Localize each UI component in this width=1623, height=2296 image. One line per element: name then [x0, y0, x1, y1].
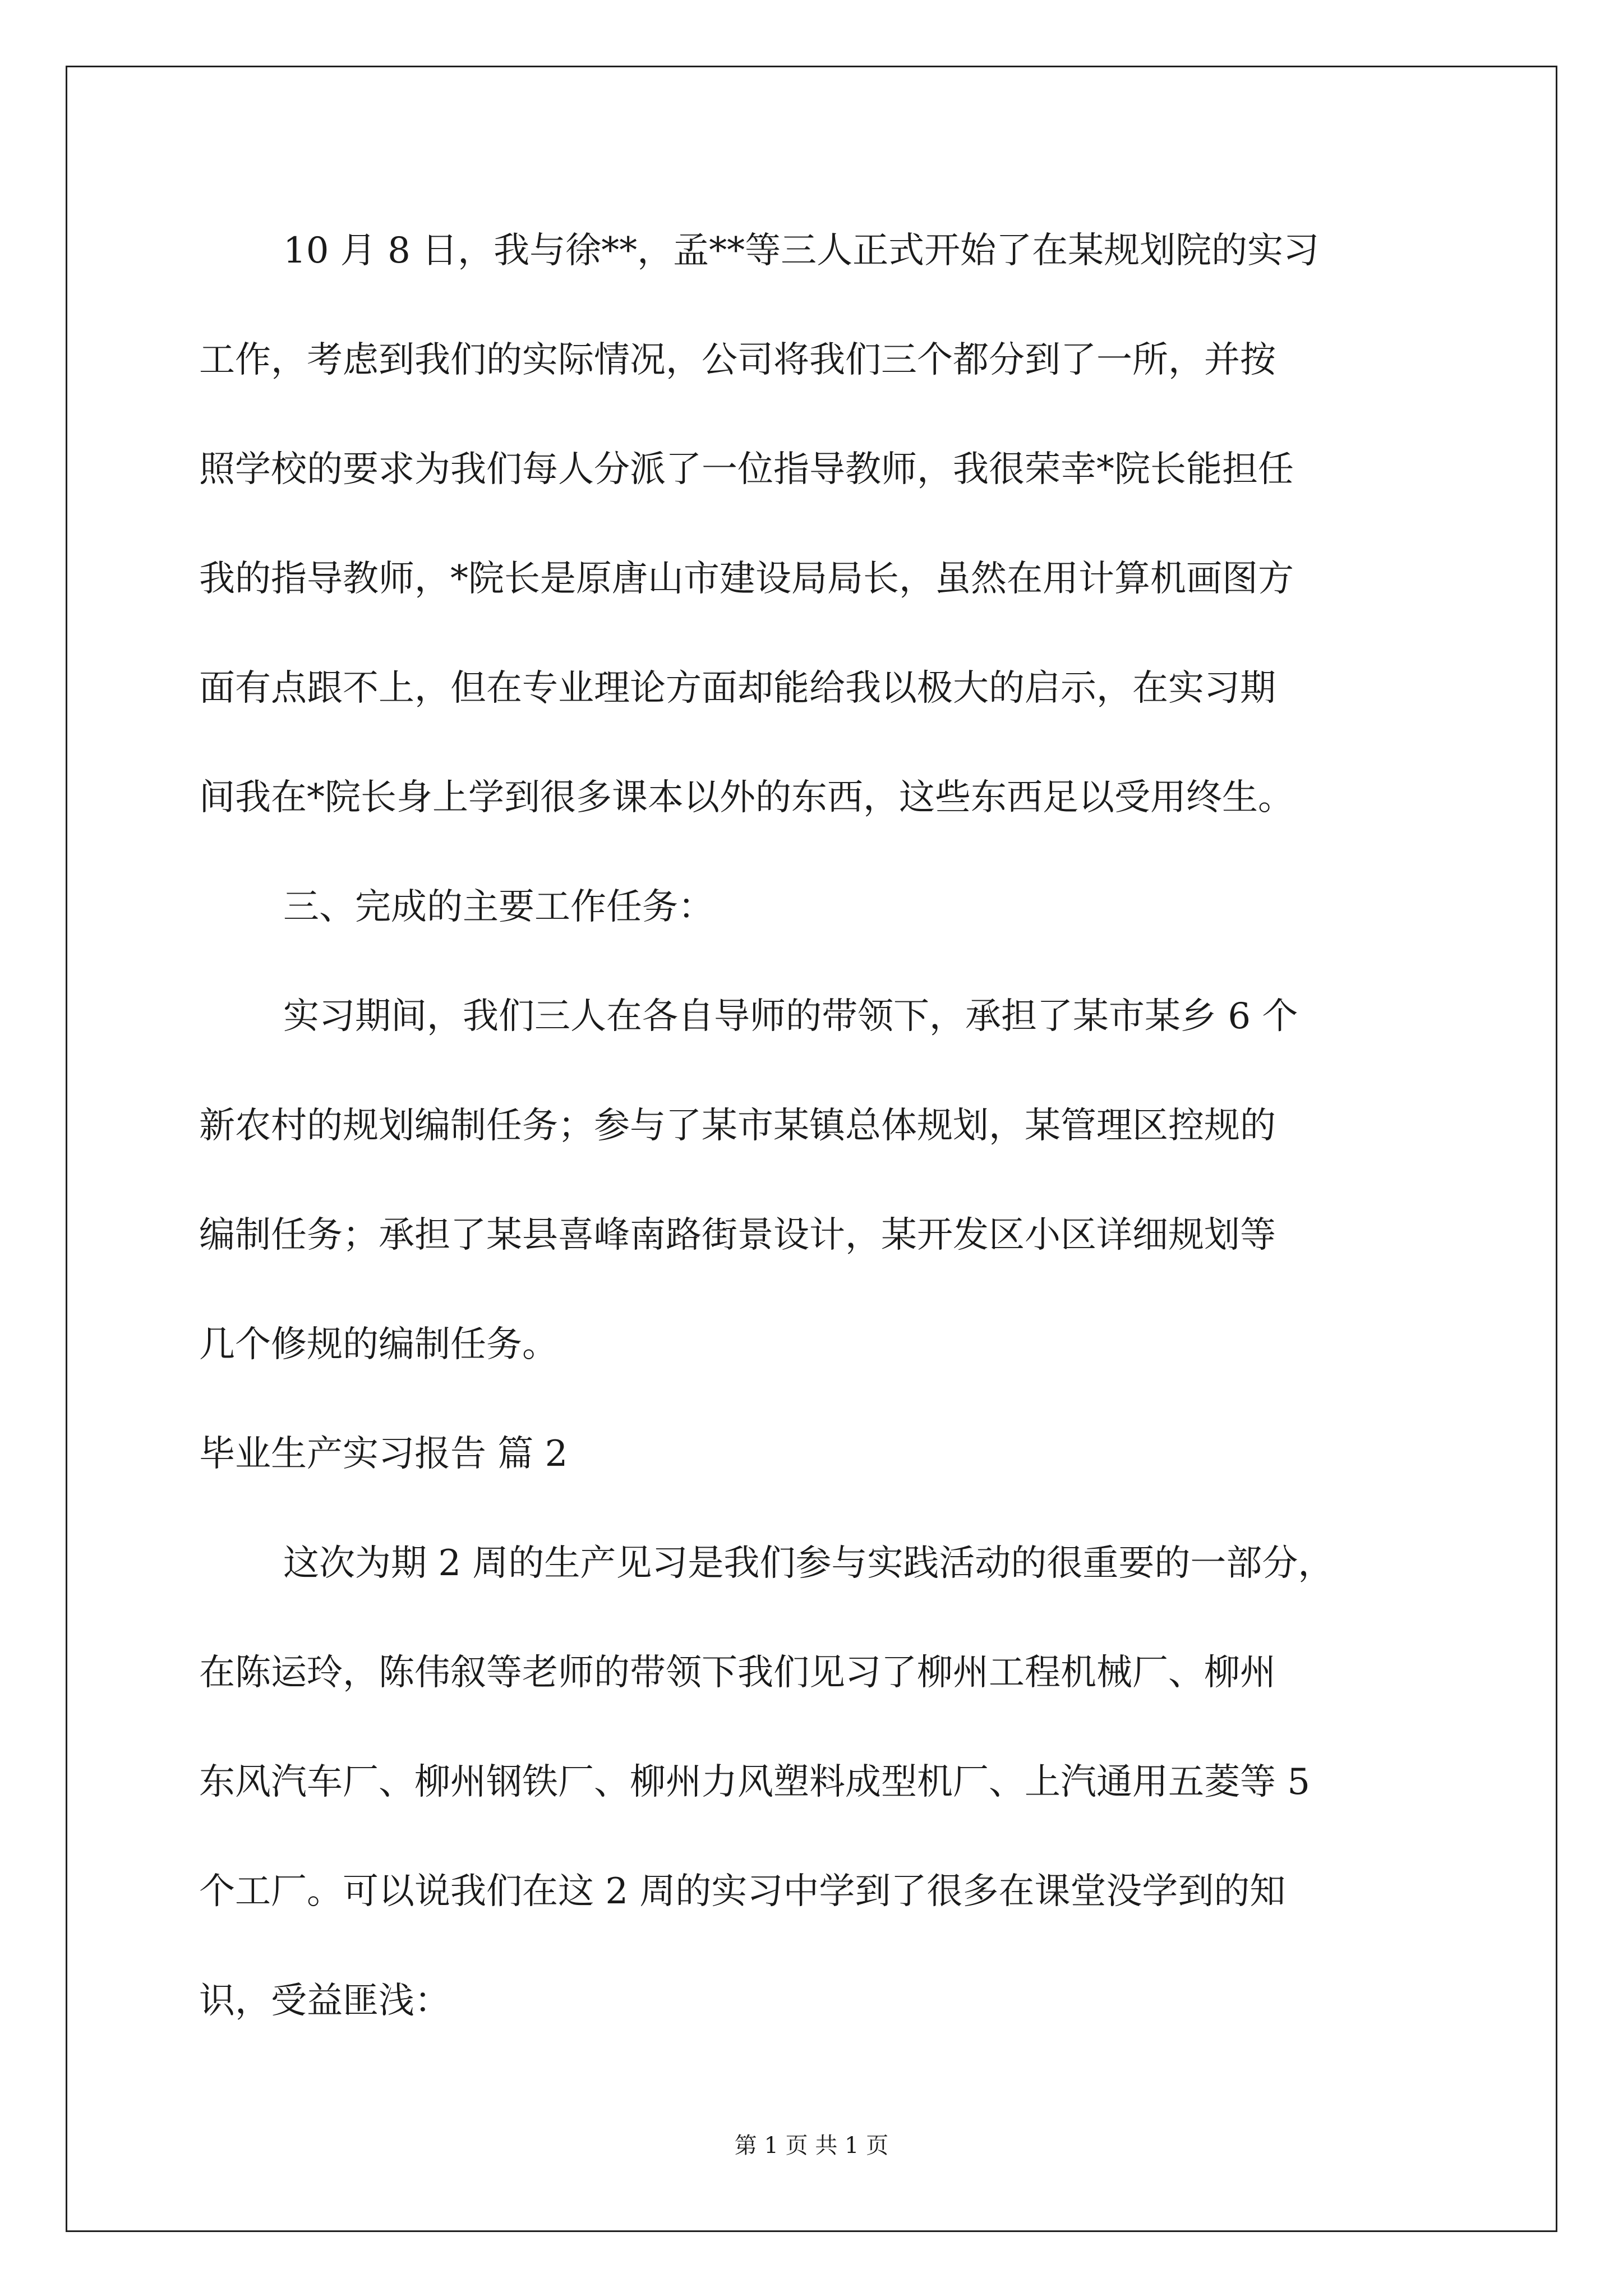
page-number-footer: 第 1 页 共 1 页 [734, 2133, 889, 2159]
report-title: 毕业生产实习报告 篇 2 [199, 1433, 568, 1475]
paragraph-line: 东风汽车厂、柳州钢铁厂、柳州力风塑料成型机厂、上汽通用五菱等 5 [199, 1761, 1311, 1803]
paragraph-line: 10 月 8 日，我与徐**，孟**等三人正式开始了在某规划院的实习 [283, 230, 1320, 272]
section-heading: 三、完成的主要工作任务： [283, 886, 714, 928]
paragraph-line: 间我在*院长身上学到很多课本以外的东西，这些东西足以受用终生。 [199, 777, 1294, 818]
paragraph-line: 这次为期 2 周的生产见习是我们参与实践活动的很重要的一部分， [283, 1543, 1334, 1584]
paragraph-line: 识，受益匪浅： [199, 1980, 450, 2022]
paragraph-line: 我的指导教师，*院长是原唐山市建设局局长，虽然在用计算机画图方 [199, 558, 1294, 600]
paragraph-line: 工作，考虑到我们的实际情况，公司将我们三个都分到了一所，并按 [199, 339, 1276, 381]
paragraph-line: 编制任务；承担了某县喜峰南路街景设计，某开发区小区详细规划等 [199, 1214, 1276, 1256]
paragraph-line: 新农村的规划编制任务；参与了某市某镇总体规划，某管理区控规的 [199, 1105, 1276, 1147]
paragraph-line: 个工厂。可以说我们在这 2 周的实习中学到了很多在课堂没学到的知 [199, 1871, 1286, 1912]
paragraph-line: 几个修规的编制任务。 [199, 1324, 558, 1365]
paragraph-line: 面有点跟不上，但在专业理论方面却能给我以极大的启示，在实习期 [199, 668, 1276, 709]
paragraph-line: 实习期间，我们三人在各自导师的带领下，承担了某市某乡 6 个 [283, 996, 1298, 1037]
paragraph-line: 照学校的要求为我们每人分派了一位指导教师，我很荣幸*院长能担任 [199, 449, 1294, 490]
paragraph-line: 在陈运玲，陈伟叙等老师的带领下我们见习了柳州工程机械厂、柳州 [199, 1652, 1276, 1694]
